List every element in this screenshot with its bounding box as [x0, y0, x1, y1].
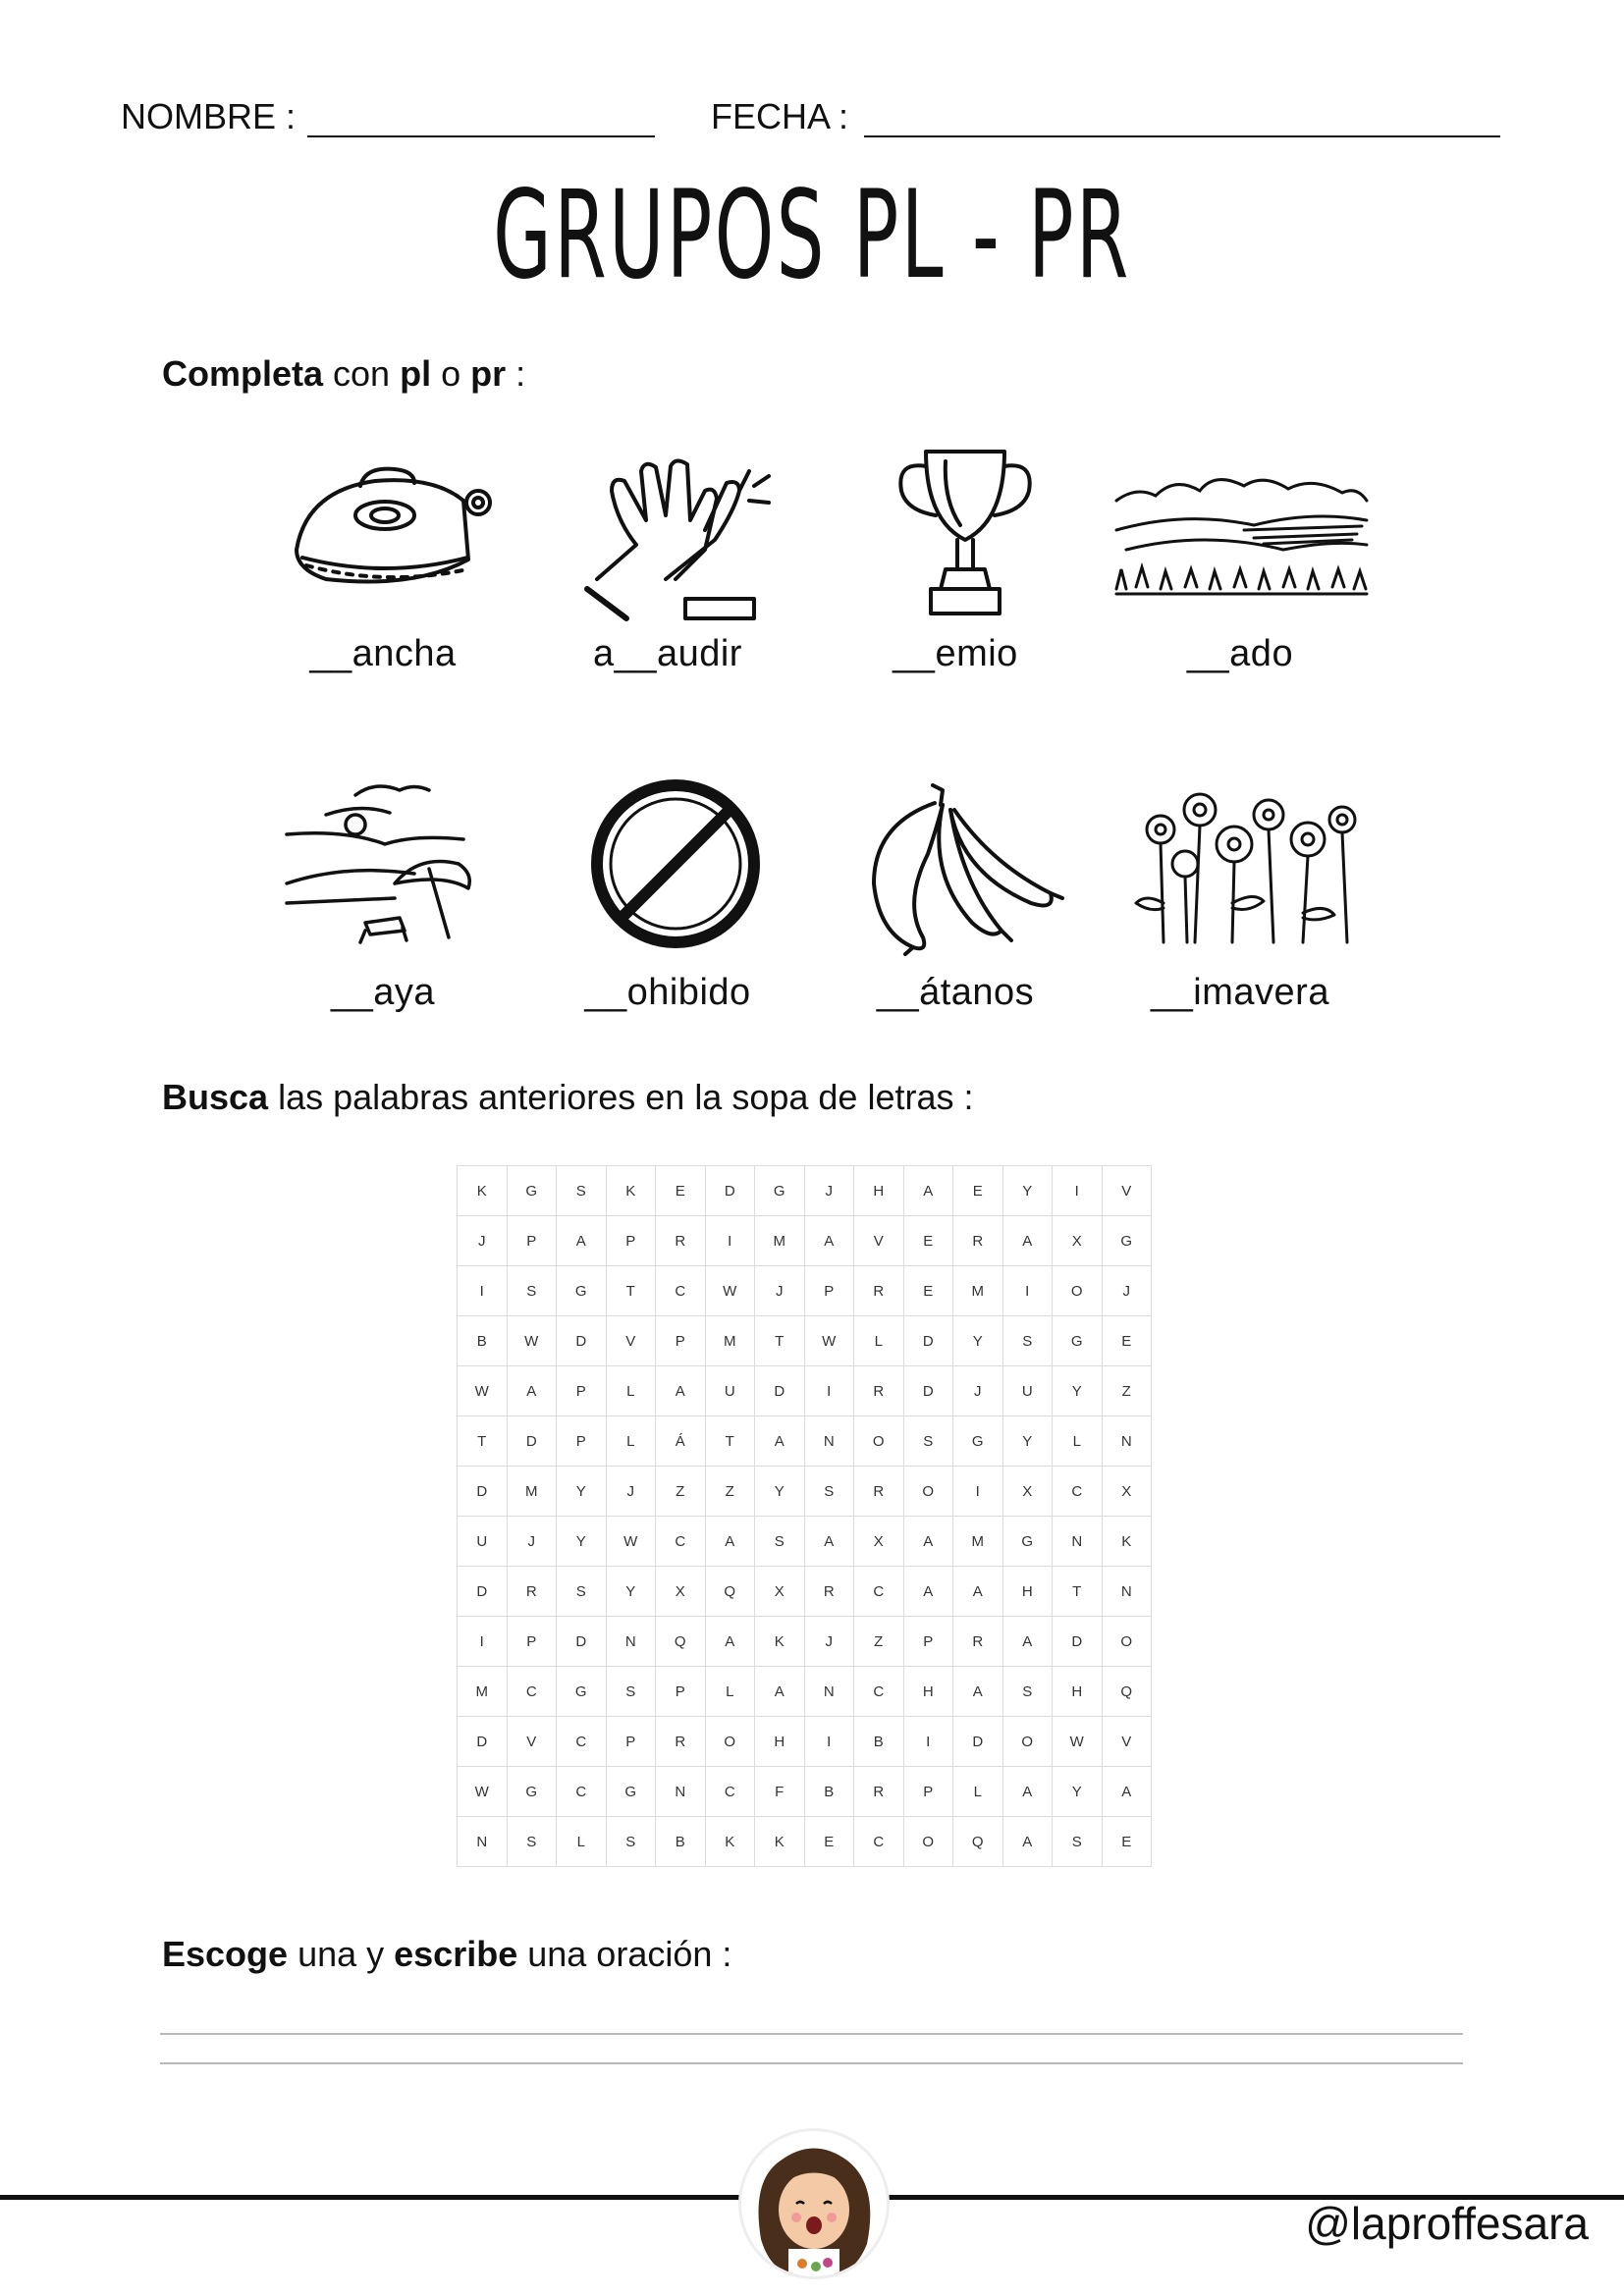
- grid-cell[interactable]: H: [1053, 1667, 1103, 1717]
- grid-cell[interactable]: O: [903, 1467, 953, 1517]
- grid-cell[interactable]: T: [606, 1266, 656, 1316]
- grid-cell[interactable]: I: [903, 1717, 953, 1767]
- grid-cell[interactable]: C: [656, 1517, 706, 1567]
- grid-row: [458, 1567, 1152, 1617]
- grid-cell[interactable]: E: [903, 1216, 953, 1266]
- grid-cell[interactable]: A: [903, 1166, 953, 1216]
- grid-cell[interactable]: D: [705, 1166, 755, 1216]
- grid-cell[interactable]: W: [507, 1316, 557, 1366]
- grid-cell[interactable]: O: [854, 1416, 904, 1467]
- grid-cell[interactable]: K: [458, 1166, 508, 1216]
- grid-cell[interactable]: Y: [557, 1517, 607, 1567]
- grid-cell[interactable]: J: [953, 1366, 1003, 1416]
- grid-cell[interactable]: D: [458, 1467, 508, 1517]
- instr-text-2: o: [431, 353, 471, 394]
- grid-cell[interactable]: N: [458, 1817, 508, 1867]
- prohibited-icon: [558, 766, 793, 962]
- grid-cell[interactable]: E: [903, 1266, 953, 1316]
- grid-cell[interactable]: Y: [1002, 1166, 1053, 1216]
- grid-cell[interactable]: P: [903, 1767, 953, 1817]
- girl-avatar-icon: [738, 2128, 890, 2279]
- instr2-bold-1: Busca: [162, 1077, 269, 1117]
- grid-cell[interactable]: P: [804, 1266, 854, 1316]
- grid-cell[interactable]: T: [755, 1316, 805, 1366]
- grid-row: [458, 1366, 1152, 1416]
- grid-cell[interactable]: W: [705, 1266, 755, 1316]
- grid-cell[interactable]: W: [804, 1316, 854, 1366]
- instruction-complete: [162, 353, 525, 395]
- grid-cell[interactable]: G: [557, 1667, 607, 1717]
- grid-cell[interactable]: A: [953, 1567, 1003, 1617]
- grid-cell[interactable]: A: [507, 1366, 557, 1416]
- instr-bold-1: Completa: [162, 353, 324, 394]
- grid-cell[interactable]: Q: [705, 1567, 755, 1617]
- grid-cell[interactable]: A: [705, 1517, 755, 1567]
- grid-cell[interactable]: M: [458, 1667, 508, 1717]
- grid-cell[interactable]: A: [1002, 1216, 1053, 1266]
- grid-cell[interactable]: L: [557, 1817, 607, 1867]
- grid-cell[interactable]: I: [1053, 1166, 1103, 1216]
- grid-cell[interactable]: X: [854, 1517, 904, 1567]
- grid-cell[interactable]: J: [804, 1166, 854, 1216]
- grid-cell[interactable]: V: [854, 1216, 904, 1266]
- grid-cell[interactable]: A: [656, 1366, 706, 1416]
- grid-cell[interactable]: P: [507, 1216, 557, 1266]
- grid-cell[interactable]: O: [1053, 1266, 1103, 1316]
- grid-cell[interactable]: Y: [557, 1467, 607, 1517]
- grid-row: [458, 1216, 1152, 1266]
- grid-cell[interactable]: A: [1102, 1767, 1152, 1817]
- instr2-text-1: las palabras anteriores en la sopa de letras :: [268, 1077, 974, 1117]
- flowers-icon: [1107, 775, 1372, 972]
- grid-cell[interactable]: S: [903, 1416, 953, 1467]
- word-search-grid: [457, 1165, 1152, 1867]
- grid-cell[interactable]: D: [507, 1416, 557, 1467]
- grid-cell[interactable]: U: [705, 1366, 755, 1416]
- grid-cell[interactable]: W: [458, 1366, 508, 1416]
- grid-cell[interactable]: Z: [1102, 1366, 1152, 1416]
- grid-cell[interactable]: A: [804, 1216, 854, 1266]
- grid-cell[interactable]: C: [854, 1667, 904, 1717]
- word-playa: __aya: [330, 972, 436, 1013]
- grid-cell[interactable]: X: [1053, 1216, 1103, 1266]
- grid-cell[interactable]: N: [1053, 1517, 1103, 1567]
- instruction-search: [162, 1077, 973, 1118]
- grid-cell[interactable]: K: [606, 1166, 656, 1216]
- grid-cell[interactable]: P: [606, 1717, 656, 1767]
- grid-cell[interactable]: I: [705, 1216, 755, 1266]
- grid-cell[interactable]: E: [1102, 1316, 1152, 1366]
- grid-cell[interactable]: G: [507, 1166, 557, 1216]
- grid-cell[interactable]: X: [1002, 1467, 1053, 1517]
- grid-cell[interactable]: W: [458, 1767, 508, 1817]
- grid-cell[interactable]: G: [953, 1416, 1003, 1467]
- grid-cell[interactable]: S: [606, 1667, 656, 1717]
- word-prohibido: __ohibido: [584, 972, 751, 1013]
- grid-cell[interactable]: Á: [656, 1416, 706, 1467]
- grid-cell[interactable]: G: [606, 1767, 656, 1817]
- grid-cell[interactable]: R: [854, 1266, 904, 1316]
- grid-cell[interactable]: S: [1002, 1667, 1053, 1717]
- grid-cell[interactable]: P: [507, 1617, 557, 1667]
- grid-cell[interactable]: E: [656, 1166, 706, 1216]
- grid-row: [458, 1467, 1152, 1517]
- grid-row: [458, 1266, 1152, 1316]
- instruction-write: [162, 1934, 731, 1975]
- grid-cell[interactable]: X: [656, 1567, 706, 1617]
- grid-cell[interactable]: A: [804, 1517, 854, 1567]
- grid-cell[interactable]: S: [804, 1467, 854, 1517]
- grid-cell[interactable]: S: [1002, 1316, 1053, 1366]
- grid-cell[interactable]: U: [458, 1517, 508, 1567]
- grid-cell[interactable]: M: [507, 1467, 557, 1517]
- writing-line-1[interactable]: [160, 2033, 1463, 2035]
- bananas-icon: [844, 766, 1080, 962]
- grid-cell[interactable]: Y: [1002, 1416, 1053, 1467]
- word-premio: __emio: [893, 633, 1018, 674]
- grid-cell[interactable]: R: [804, 1567, 854, 1617]
- grid-cell[interactable]: Z: [854, 1617, 904, 1667]
- grid-cell[interactable]: V: [1102, 1717, 1152, 1767]
- grid-cell[interactable]: K: [755, 1817, 805, 1867]
- grid-row: [458, 1617, 1152, 1667]
- grid-cell[interactable]: O: [1102, 1617, 1152, 1667]
- grid-cell[interactable]: R: [656, 1216, 706, 1266]
- grid-cell[interactable]: G: [1053, 1316, 1103, 1366]
- grid-cell[interactable]: P: [557, 1366, 607, 1416]
- grid-row: [458, 1166, 1152, 1216]
- grid-cell[interactable]: E: [1102, 1817, 1152, 1867]
- grid-cell[interactable]: C: [854, 1567, 904, 1617]
- grid-row: [458, 1817, 1152, 1867]
- iron-icon: [267, 432, 503, 628]
- grid-cell[interactable]: R: [854, 1467, 904, 1517]
- grid-cell[interactable]: D: [458, 1567, 508, 1617]
- grid-cell[interactable]: P: [557, 1416, 607, 1467]
- grid-cell[interactable]: R: [854, 1366, 904, 1416]
- grid-cell[interactable]: O: [903, 1817, 953, 1867]
- instr-bold-3: pr: [470, 353, 507, 394]
- grid-cell[interactable]: J: [804, 1617, 854, 1667]
- grid-cell[interactable]: G: [1002, 1517, 1053, 1567]
- word-primavera: __imavera: [1151, 972, 1329, 1013]
- instr3-bold-2: escribe: [394, 1934, 518, 1974]
- instr-bold-2: pl: [400, 353, 432, 394]
- instr3-text-2: una oración :: [517, 1934, 732, 1974]
- grid-cell[interactable]: V: [606, 1316, 656, 1366]
- grid-cell[interactable]: F: [755, 1767, 805, 1817]
- grid-cell[interactable]: P: [606, 1216, 656, 1266]
- grid-cell[interactable]: K: [755, 1617, 805, 1667]
- word-platanos: __átanos: [876, 972, 1035, 1013]
- grid-cell[interactable]: P: [656, 1667, 706, 1717]
- grid-cell[interactable]: L: [606, 1416, 656, 1467]
- grid-cell[interactable]: A: [903, 1517, 953, 1567]
- grid-cell[interactable]: I: [804, 1717, 854, 1767]
- grid-cell[interactable]: W: [1053, 1717, 1103, 1767]
- grid-row: [458, 1767, 1152, 1817]
- grid-cell[interactable]: L: [705, 1667, 755, 1717]
- grid-cell[interactable]: G: [755, 1166, 805, 1216]
- grid-cell[interactable]: T: [458, 1416, 508, 1467]
- grid-cell[interactable]: X: [1102, 1467, 1152, 1517]
- grid-cell[interactable]: T: [705, 1416, 755, 1467]
- grid-cell[interactable]: O: [1002, 1717, 1053, 1767]
- grid-cell[interactable]: N: [1102, 1416, 1152, 1467]
- grid-cell[interactable]: P: [656, 1316, 706, 1366]
- word-plancha: __ancha: [309, 633, 457, 674]
- grid-cell[interactable]: I: [953, 1467, 1003, 1517]
- grid-cell[interactable]: D: [557, 1617, 607, 1667]
- grid-cell[interactable]: I: [458, 1266, 508, 1316]
- grid-cell[interactable]: A: [705, 1617, 755, 1667]
- grid-cell[interactable]: M: [705, 1316, 755, 1366]
- grid-cell[interactable]: Y: [1053, 1366, 1103, 1416]
- grid-cell[interactable]: W: [606, 1517, 656, 1567]
- grid-cell[interactable]: P: [903, 1617, 953, 1667]
- grid-cell[interactable]: E: [804, 1817, 854, 1867]
- grid-cell[interactable]: Y: [755, 1467, 805, 1517]
- grid-cell[interactable]: J: [1102, 1266, 1152, 1316]
- grid-cell[interactable]: D: [458, 1717, 508, 1767]
- grid-cell[interactable]: Q: [1102, 1667, 1152, 1717]
- grid-cell[interactable]: K: [1102, 1517, 1152, 1567]
- instr3-bold-1: Escoge: [162, 1934, 289, 1974]
- grid-cell[interactable]: K: [705, 1817, 755, 1867]
- grid-cell[interactable]: B: [854, 1717, 904, 1767]
- grid-cell[interactable]: R: [507, 1567, 557, 1617]
- grid-cell[interactable]: S: [557, 1567, 607, 1617]
- grid-cell[interactable]: Q: [656, 1617, 706, 1667]
- grid-cell[interactable]: J: [606, 1467, 656, 1517]
- date-field[interactable]: [864, 135, 1500, 137]
- instr-text-1: con: [323, 353, 401, 394]
- grid-cell[interactable]: L: [606, 1366, 656, 1416]
- grid-cell[interactable]: Y: [1053, 1767, 1103, 1817]
- page-title: GRUPOS PL - PR: [493, 165, 1131, 306]
- grid-cell[interactable]: R: [953, 1617, 1003, 1667]
- grid-cell[interactable]: H: [903, 1667, 953, 1717]
- grid-cell[interactable]: B: [458, 1316, 508, 1366]
- grid-cell[interactable]: N: [656, 1767, 706, 1817]
- grid-row: [458, 1517, 1152, 1567]
- grid-cell[interactable]: R: [854, 1767, 904, 1817]
- grid-cell[interactable]: C: [656, 1266, 706, 1316]
- date-label: FECHA :: [711, 96, 849, 136]
- grid-cell[interactable]: C: [557, 1717, 607, 1767]
- grid-cell[interactable]: G: [557, 1266, 607, 1316]
- grid-cell[interactable]: Z: [656, 1467, 706, 1517]
- grid-cell[interactable]: H: [1002, 1567, 1053, 1617]
- grid-cell[interactable]: R: [656, 1717, 706, 1767]
- grid-cell[interactable]: L: [953, 1767, 1003, 1817]
- name-field[interactable]: [307, 135, 655, 137]
- grid-cell[interactable]: R: [953, 1216, 1003, 1266]
- grid-cell[interactable]: S: [507, 1266, 557, 1316]
- grid-cell[interactable]: A: [755, 1416, 805, 1467]
- grid-cell[interactable]: B: [656, 1817, 706, 1867]
- grid-cell[interactable]: S: [1053, 1817, 1103, 1867]
- grid-cell[interactable]: V: [1102, 1166, 1152, 1216]
- grid-cell[interactable]: S: [755, 1517, 805, 1567]
- grid-cell[interactable]: N: [1102, 1567, 1152, 1617]
- grid-cell[interactable]: H: [755, 1717, 805, 1767]
- grid-cell[interactable]: V: [507, 1717, 557, 1767]
- grid-cell[interactable]: A: [903, 1567, 953, 1617]
- grid-cell[interactable]: C: [557, 1767, 607, 1817]
- grid-cell[interactable]: A: [1002, 1617, 1053, 1667]
- grid-cell[interactable]: L: [854, 1316, 904, 1366]
- grid-row: [458, 1717, 1152, 1767]
- grid-cell[interactable]: J: [507, 1517, 557, 1567]
- instr-text-3: :: [506, 353, 526, 394]
- grid-cell[interactable]: C: [507, 1667, 557, 1717]
- grid-cell[interactable]: S: [557, 1166, 607, 1216]
- grid-cell[interactable]: X: [755, 1567, 805, 1617]
- grid-row: [458, 1316, 1152, 1366]
- grid-cell[interactable]: D: [1053, 1617, 1103, 1667]
- grid-cell[interactable]: B: [804, 1767, 854, 1817]
- grid-cell[interactable]: A: [1002, 1767, 1053, 1817]
- grid-cell[interactable]: D: [755, 1366, 805, 1416]
- grid-cell[interactable]: C: [854, 1817, 904, 1867]
- grid-cell[interactable]: J: [755, 1266, 805, 1316]
- grid-cell[interactable]: N: [804, 1416, 854, 1467]
- grid-cell[interactable]: Y: [606, 1567, 656, 1617]
- word-aplaudir: a__audir: [593, 633, 742, 674]
- grid-cell[interactable]: D: [557, 1316, 607, 1366]
- grid-cell[interactable]: J: [458, 1216, 508, 1266]
- trophy-icon: [847, 432, 1083, 628]
- grid-cell[interactable]: I: [458, 1617, 508, 1667]
- grid-cell[interactable]: Q: [953, 1817, 1003, 1867]
- name-label: NOMBRE :: [121, 96, 297, 136]
- grid-cell[interactable]: S: [507, 1817, 557, 1867]
- grid-cell[interactable]: U: [1002, 1366, 1053, 1416]
- grid-cell[interactable]: C: [1053, 1467, 1103, 1517]
- word-prado: __ado: [1186, 633, 1294, 674]
- grid-cell[interactable]: M: [953, 1266, 1003, 1316]
- grid-cell[interactable]: D: [903, 1366, 953, 1416]
- grid-cell[interactable]: T: [1053, 1567, 1103, 1617]
- grid-cell[interactable]: D: [903, 1316, 953, 1366]
- grid-cell[interactable]: Z: [705, 1467, 755, 1517]
- grid-cell[interactable]: I: [804, 1366, 854, 1416]
- beach-icon: [267, 766, 503, 962]
- grid-cell[interactable]: N: [606, 1617, 656, 1667]
- instr3-text-1: una y: [288, 1934, 395, 1974]
- grid-cell[interactable]: M: [755, 1216, 805, 1266]
- grid-cell[interactable]: H: [854, 1166, 904, 1216]
- grid-cell[interactable]: Y: [953, 1316, 1003, 1366]
- writing-line-2[interactable]: [160, 2062, 1463, 2064]
- grid-cell[interactable]: A: [755, 1667, 805, 1717]
- grid-row: [458, 1667, 1152, 1717]
- grid-cell[interactable]: A: [557, 1216, 607, 1266]
- grid-cell[interactable]: M: [953, 1517, 1003, 1567]
- meadow-icon: [1107, 432, 1372, 628]
- grid-cell[interactable]: D: [953, 1717, 1003, 1767]
- grid-cell[interactable]: N: [804, 1667, 854, 1717]
- grid-cell[interactable]: A: [1002, 1817, 1053, 1867]
- author-handle: @laproffesara: [1305, 2198, 1589, 2249]
- grid-cell[interactable]: E: [953, 1166, 1003, 1216]
- grid-cell[interactable]: I: [1002, 1266, 1053, 1316]
- grid-cell[interactable]: A: [953, 1667, 1003, 1717]
- clapping-hands-icon: [558, 432, 793, 628]
- grid-cell[interactable]: O: [705, 1717, 755, 1767]
- grid-cell[interactable]: L: [1053, 1416, 1103, 1467]
- grid-cell[interactable]: S: [606, 1817, 656, 1867]
- grid-cell[interactable]: G: [1102, 1216, 1152, 1266]
- grid-row: [458, 1416, 1152, 1467]
- grid-cell[interactable]: G: [507, 1767, 557, 1817]
- grid-cell[interactable]: C: [705, 1767, 755, 1817]
